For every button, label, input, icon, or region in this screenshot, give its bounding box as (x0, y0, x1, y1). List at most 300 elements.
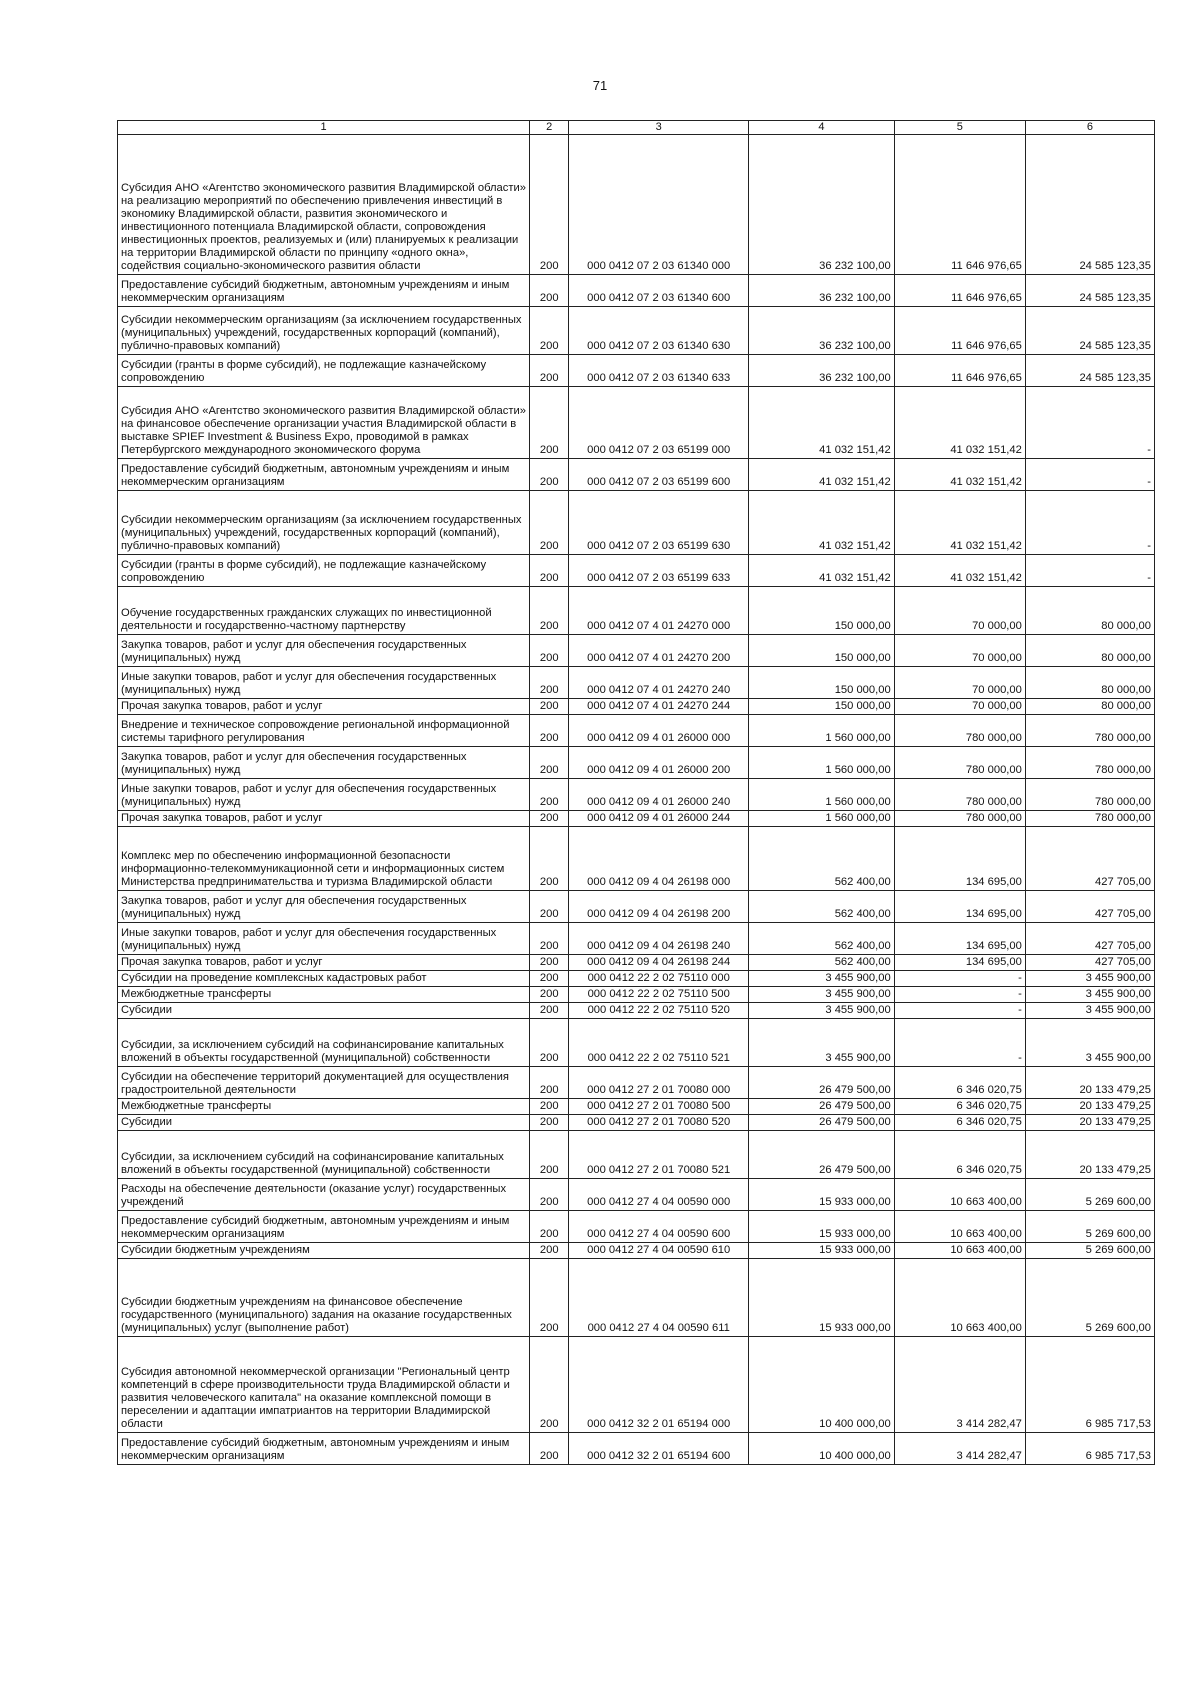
row-value-col5 (894, 555, 1025, 587)
row-value-col4 (749, 1067, 895, 1099)
row-admin-code-text: 200 (539, 292, 559, 304)
row-value-col5-text: 10 663 400,00 (950, 1228, 1022, 1240)
row-value-col4 (749, 811, 895, 827)
row-name-text: Расходы на обеспечение деятельности (оказание услуг) государственных учреждений (121, 1183, 507, 1208)
row-value-col4-text: 15 933 000,00 (819, 1322, 891, 1334)
row-value-col4-text: 1 560 000,00 (825, 764, 891, 776)
row-value-col5-text: 41 032 151,42 (950, 540, 1022, 552)
row-value-col5-text: 780 000,00 (965, 732, 1022, 744)
row-name-text: Иные закупки товаров, работ и услуг для обеспечения государственных (муниципальных) нужд (121, 671, 497, 696)
table-header-row (118, 121, 1155, 135)
row-name (118, 135, 530, 275)
row-value-col4 (749, 1115, 895, 1131)
row-value-col5-text: 11 646 976,65 (951, 340, 1022, 352)
row-name-text: Прочая закупка товаров, работ и услуг (121, 812, 323, 824)
row-admin-code (530, 1003, 569, 1019)
row-value-col5-text: 70 000,00 (972, 700, 1022, 712)
row-value-col4 (749, 923, 895, 955)
row-value-col5-text: 10 663 400,00 (950, 1244, 1022, 1256)
table-row (118, 587, 1155, 635)
row-value-col5 (894, 1259, 1025, 1337)
row-value-col5-text: 41 032 151,42 (950, 444, 1022, 456)
row-value-col5-text: 11 646 976,65 (951, 292, 1022, 304)
row-name (118, 667, 530, 699)
row-admin-code (530, 275, 569, 307)
row-value-col6-text: - (1147, 540, 1151, 552)
row-value-col5 (894, 1179, 1025, 1211)
row-value-col4 (749, 1019, 895, 1067)
row-value-col6 (1025, 971, 1154, 987)
row-admin-code (530, 1211, 569, 1243)
row-value-col6-text: 24 585 123,35 (1079, 340, 1151, 352)
row-admin-code-text: 200 (539, 444, 559, 456)
row-value-col6 (1025, 1243, 1154, 1259)
table-row (118, 1243, 1155, 1259)
row-name-text: Субсидии (121, 1116, 172, 1128)
row-name (118, 811, 530, 827)
row-budget-code (569, 1243, 749, 1259)
row-name-text: Межбюджетные трансферты (121, 988, 272, 1000)
row-budget-code (569, 1259, 749, 1337)
row-value-col4-text: 41 032 151,42 (819, 476, 891, 488)
row-budget-code (569, 587, 749, 635)
row-value-col5 (894, 1337, 1025, 1433)
row-name (118, 715, 530, 747)
row-budget-code (569, 1131, 749, 1179)
row-value-col6-text: 20 133 479,25 (1079, 1100, 1151, 1112)
row-admin-code-text: 200 (539, 572, 559, 584)
row-name-text: Закупка товаров, работ и услуг для обеспечения государственных (муниципальных) нужд (121, 751, 467, 776)
row-value-col5-text: 70 000,00 (972, 652, 1022, 664)
row-value-col5 (894, 955, 1025, 971)
row-admin-code-text: 200 (539, 1196, 559, 1208)
row-name (118, 1243, 530, 1259)
row-value-col5 (894, 1019, 1025, 1067)
row-budget-code (569, 355, 749, 387)
row-budget-code-text: 000 0412 09 4 01 26000 000 (587, 732, 731, 744)
table-row (118, 667, 1155, 699)
row-admin-code (530, 811, 569, 827)
row-admin-code (530, 587, 569, 635)
row-value-col4 (749, 971, 895, 987)
row-admin-code-text: 200 (539, 1116, 559, 1128)
row-value-col4 (749, 955, 895, 971)
row-value-col6-text: 5 269 600,00 (1085, 1228, 1151, 1240)
row-admin-code-text: 200 (539, 1164, 559, 1176)
row-admin-code-text: 200 (539, 1084, 559, 1096)
row-name (118, 891, 530, 923)
row-budget-code-text: 000 0412 27 2 01 70080 520 (587, 1116, 731, 1128)
row-value-col6 (1025, 827, 1154, 891)
row-budget-code (569, 1067, 749, 1099)
row-name-text: Субсидия АНО «Агентство экономического развития Владимирской области» на реализацию мероприятий по обеспечению привлечения инвестиций в экономику Владимирской области, развития экономического и инвестиционного потенциала Владимирской области, сопровождения инвестиционных проектов, реализуемых и (или) планируемых к реализации на территории Владимирской области по принципу «одного окна», содействия социально-экономического развития области (121, 182, 526, 272)
row-budget-code (569, 135, 749, 275)
row-name (118, 1259, 530, 1337)
table-row (118, 355, 1155, 387)
row-value-col4-text: 26 479 500,00 (819, 1100, 891, 1112)
row-admin-code-text: 200 (539, 260, 559, 272)
row-value-col4-text: 1 560 000,00 (825, 732, 891, 744)
row-value-col6 (1025, 355, 1154, 387)
row-budget-code-text: 000 0412 27 4 04 00590 611 (587, 1322, 730, 1334)
row-value-col6 (1025, 1211, 1154, 1243)
table-row (118, 811, 1155, 827)
row-value-col4 (749, 491, 895, 555)
row-value-col6 (1025, 811, 1154, 827)
row-value-col4-text: 3 455 900,00 (825, 972, 891, 984)
row-admin-code (530, 955, 569, 971)
row-value-col5-text: 6 346 020,75 (956, 1100, 1022, 1112)
row-admin-code-text: 200 (539, 1418, 559, 1430)
table-row (118, 1259, 1155, 1337)
table-row (118, 779, 1155, 811)
row-value-col4 (749, 715, 895, 747)
row-value-col6 (1025, 747, 1154, 779)
row-value-col4 (749, 1179, 895, 1211)
row-admin-code-text: 200 (539, 972, 559, 984)
row-admin-code-text: 200 (539, 1450, 559, 1462)
row-value-col6 (1025, 1099, 1154, 1115)
row-name (118, 827, 530, 891)
row-value-col5-text: 3 414 282,47 (956, 1418, 1022, 1430)
row-value-col6-text: 24 585 123,35 (1079, 260, 1151, 272)
row-name (118, 587, 530, 635)
row-value-col4-text: 562 400,00 (834, 908, 891, 920)
row-admin-code-text: 200 (539, 1004, 559, 1016)
column-header: 6 (1025, 121, 1154, 135)
row-value-col5 (894, 1211, 1025, 1243)
row-value-col6 (1025, 635, 1154, 667)
row-value-col4-text: 15 933 000,00 (819, 1244, 891, 1256)
row-value-col6-text: 427 705,00 (1095, 908, 1151, 920)
row-value-col5 (894, 135, 1025, 275)
row-name (118, 355, 530, 387)
row-value-col5-text: 41 032 151,42 (950, 572, 1022, 584)
row-value-col6-text: 80 000,00 (1101, 652, 1151, 664)
row-name-text: Иные закупки товаров, работ и услуг для обеспечения государственных (муниципальных) нужд (121, 927, 497, 952)
row-budget-code (569, 555, 749, 587)
row-value-col5-text: 70 000,00 (972, 684, 1022, 696)
row-value-col5 (894, 1115, 1025, 1131)
row-value-col4-text: 41 032 151,42 (819, 572, 891, 584)
row-budget-code (569, 635, 749, 667)
row-value-col4-text: 562 400,00 (834, 876, 891, 888)
table-body (118, 135, 1155, 1465)
row-value-col5-text: 6 346 020,75 (956, 1164, 1022, 1176)
row-budget-code-text: 000 0412 27 2 01 70080 521 (587, 1164, 731, 1176)
table-row (118, 1211, 1155, 1243)
row-value-col6-text: 3 455 900,00 (1085, 972, 1151, 984)
row-value-col4 (749, 1243, 895, 1259)
row-value-col6-text: 6 985 717,53 (1085, 1418, 1151, 1430)
row-budget-code-text: 000 0412 07 4 01 24270 000 (587, 620, 731, 632)
row-name-text: Прочая закупка товаров, работ и услуг (121, 956, 323, 968)
row-name-text: Внедрение и техническое сопровождение региональной информационной системы тарифного регулирования (121, 719, 510, 744)
column-header: 1 (118, 121, 530, 135)
row-value-col6 (1025, 459, 1154, 491)
row-budget-code (569, 779, 749, 811)
row-name-text: Субсидии на проведение комплексных кадастровых работ (121, 972, 427, 984)
row-name (118, 1099, 530, 1115)
row-admin-code-text: 200 (539, 684, 559, 696)
row-value-col6-text: - (1147, 476, 1151, 488)
row-value-col5-text: 70 000,00 (972, 620, 1022, 632)
row-value-col5 (894, 715, 1025, 747)
row-value-col4 (749, 307, 895, 355)
table-row (118, 1131, 1155, 1179)
row-value-col5 (894, 1243, 1025, 1259)
row-name (118, 635, 530, 667)
column-header: 3 (569, 121, 749, 135)
row-name (118, 307, 530, 355)
row-admin-code (530, 555, 569, 587)
row-value-col6 (1025, 1067, 1154, 1099)
row-admin-code-text: 200 (539, 540, 559, 552)
table-row (118, 747, 1155, 779)
table-row (118, 1099, 1155, 1115)
row-budget-code-text: 000 0412 22 2 02 75110 500 (587, 988, 730, 1000)
row-value-col6 (1025, 1259, 1154, 1337)
row-name (118, 555, 530, 587)
row-value-col6 (1025, 275, 1154, 307)
row-value-col4-text: 3 455 900,00 (825, 988, 891, 1000)
row-name (118, 987, 530, 1003)
table-row (118, 971, 1155, 987)
row-value-col5 (894, 699, 1025, 715)
row-value-col5-text: 134 695,00 (965, 908, 1022, 920)
row-name-text: Субсидии (121, 1004, 172, 1016)
row-value-col6 (1025, 699, 1154, 715)
row-budget-code (569, 1179, 749, 1211)
row-value-col5 (894, 779, 1025, 811)
row-value-col5-text: 134 695,00 (965, 956, 1022, 968)
row-admin-code (530, 387, 569, 459)
row-budget-code-text: 000 0412 27 4 04 00590 610 (587, 1244, 731, 1256)
row-value-col5-text: 10 663 400,00 (950, 1196, 1022, 1208)
row-value-col4 (749, 459, 895, 491)
row-value-col6-text: 5 269 600,00 (1085, 1196, 1151, 1208)
row-admin-code-text: 200 (539, 732, 559, 744)
row-budget-code-text: 000 0412 27 4 04 00590 600 (587, 1228, 731, 1240)
row-budget-code-text: 000 0412 07 2 03 65199 630 (587, 540, 731, 552)
row-budget-code (569, 811, 749, 827)
row-value-col4 (749, 275, 895, 307)
row-admin-code (530, 135, 569, 275)
row-value-col4 (749, 635, 895, 667)
row-value-col4-text: 15 933 000,00 (819, 1228, 891, 1240)
row-value-col6-text: 3 455 900,00 (1085, 1052, 1151, 1064)
row-admin-code-text: 200 (539, 1100, 559, 1112)
row-budget-code-text: 000 0412 32 2 01 65194 000 (587, 1418, 731, 1430)
row-admin-code-text: 200 (539, 812, 559, 824)
table-row (118, 387, 1155, 459)
row-budget-code-text: 000 0412 07 4 01 24270 244 (587, 700, 731, 712)
row-admin-code (530, 987, 569, 1003)
row-admin-code-text: 200 (539, 940, 559, 952)
row-name-text: Субсидии (гранты в форме субсидий), не подлежащие казначейскому сопровождению (121, 359, 487, 384)
row-value-col6-text: 780 000,00 (1095, 764, 1151, 776)
row-value-col6 (1025, 1003, 1154, 1019)
table-row (118, 923, 1155, 955)
row-value-col4-text: 562 400,00 (834, 956, 891, 968)
row-value-col6 (1025, 1019, 1154, 1067)
row-name-text: Предоставление субсидий бюджетным, автономным учреждениям и иным некоммерческим организациям (121, 1215, 510, 1240)
row-admin-code (530, 779, 569, 811)
row-name-text: Субсидии (гранты в форме субсидий), не подлежащие казначейскому сопровождению (121, 559, 487, 584)
row-value-col4 (749, 1131, 895, 1179)
row-name (118, 747, 530, 779)
row-name (118, 1179, 530, 1211)
row-value-col4-text: 26 479 500,00 (819, 1084, 891, 1096)
row-value-col6 (1025, 555, 1154, 587)
row-budget-code-text: 000 0412 07 2 03 61340 000 (587, 260, 731, 272)
row-value-col5 (894, 667, 1025, 699)
table-row (118, 275, 1155, 307)
row-name (118, 955, 530, 971)
row-admin-code (530, 971, 569, 987)
row-value-col6-text: - (1147, 572, 1151, 584)
row-admin-code (530, 459, 569, 491)
row-name-text: Субсидии, за исключением субсидий на софинансирование капитальных вложений в объекты государственной (муниципальной) собственности (121, 1039, 504, 1064)
row-admin-code-text: 200 (539, 700, 559, 712)
row-value-col5 (894, 891, 1025, 923)
row-admin-code (530, 699, 569, 715)
table-row (118, 955, 1155, 971)
row-admin-code (530, 827, 569, 891)
row-value-col5-text: 780 000,00 (965, 764, 1022, 776)
row-name-text: Субсидии некоммерческим организациям (за исключением государственных (муниципальных) учреждений, государственных корпораций (компаний), публично-правовых компаний) (121, 514, 522, 552)
row-budget-code-text: 000 0412 32 2 01 65194 600 (587, 1450, 731, 1462)
row-value-col4 (749, 355, 895, 387)
row-budget-code-text: 000 0412 07 4 01 24270 240 (587, 684, 731, 696)
row-value-col6-text: 3 455 900,00 (1085, 988, 1151, 1000)
row-admin-code-text: 200 (539, 1228, 559, 1240)
row-name-text: Субсидии бюджетным учреждениям (121, 1244, 310, 1256)
row-name (118, 779, 530, 811)
row-value-col4-text: 15 933 000,00 (819, 1196, 891, 1208)
row-admin-code-text: 200 (539, 1322, 559, 1334)
row-name (118, 387, 530, 459)
table-row (118, 135, 1155, 275)
row-admin-code (530, 923, 569, 955)
table-row (118, 459, 1155, 491)
row-value-col4 (749, 891, 895, 923)
row-value-col5-text: 780 000,00 (965, 812, 1022, 824)
row-value-col4-text: 1 560 000,00 (825, 796, 891, 808)
row-value-col5 (894, 387, 1025, 459)
row-admin-code (530, 1433, 569, 1465)
row-budget-code (569, 307, 749, 355)
row-name (118, 1067, 530, 1099)
column-header: 4 (749, 121, 895, 135)
row-value-col5-text: 10 663 400,00 (950, 1322, 1022, 1334)
row-value-col4-text: 1 560 000,00 (825, 812, 891, 824)
row-name-text: Прочая закупка товаров, работ и услуг (121, 700, 323, 712)
row-admin-code-text: 200 (539, 764, 559, 776)
row-value-col6 (1025, 987, 1154, 1003)
row-value-col4 (749, 1211, 895, 1243)
row-value-col4-text: 26 479 500,00 (819, 1116, 891, 1128)
row-value-col5-text: 134 695,00 (965, 940, 1022, 952)
row-value-col5 (894, 811, 1025, 827)
row-budget-code (569, 1099, 749, 1115)
row-value-col6-text: 80 000,00 (1101, 684, 1151, 696)
row-value-col5-text: 780 000,00 (965, 796, 1022, 808)
table-row (118, 1433, 1155, 1465)
row-value-col6 (1025, 1115, 1154, 1131)
row-name-text: Субсидия АНО «Агентство экономического развития Владимирской области» на финансовое обеспечение организации участия Владимирской области в выставке SPIEF Investment & Business Expo, проводимой в рамках Петербургского международного экономического форума (121, 405, 526, 456)
row-budget-code (569, 491, 749, 555)
row-value-col5 (894, 491, 1025, 555)
row-value-col6-text: 3 455 900,00 (1085, 1004, 1151, 1016)
row-budget-code (569, 971, 749, 987)
row-name (118, 1131, 530, 1179)
row-budget-code (569, 1211, 749, 1243)
table-row (118, 307, 1155, 355)
row-value-col4 (749, 827, 895, 891)
budget-table (117, 120, 1155, 1465)
row-value-col6-text: 427 705,00 (1095, 876, 1151, 888)
row-budget-code-text: 000 0412 07 2 03 61340 600 (587, 292, 731, 304)
row-value-col5-text: 134 695,00 (965, 876, 1022, 888)
row-name (118, 1433, 530, 1465)
table-row (118, 987, 1155, 1003)
row-value-col4-text: 3 455 900,00 (825, 1004, 891, 1016)
row-admin-code-text: 200 (539, 988, 559, 1000)
row-value-col5-text: - (1018, 1004, 1022, 1016)
row-admin-code (530, 1337, 569, 1433)
table-row (118, 699, 1155, 715)
row-value-col6 (1025, 307, 1154, 355)
row-name-text: Субсидии бюджетным учреждениям на финансовое обеспечение государственного (муниципального) задания на оказание государственных (муниципальных) услуг (выполнение работ) (121, 1296, 512, 1334)
row-value-col5 (894, 307, 1025, 355)
row-name (118, 1337, 530, 1433)
table-row (118, 1067, 1155, 1099)
row-value-col4 (749, 587, 895, 635)
row-value-col5-text: - (1018, 1052, 1022, 1064)
row-value-col6-text: 20 133 479,25 (1079, 1116, 1151, 1128)
row-value-col4 (749, 555, 895, 587)
row-budget-code (569, 1003, 749, 1019)
row-budget-code-text: 000 0412 07 2 03 65199 633 (587, 572, 731, 584)
table-row (118, 1115, 1155, 1131)
row-admin-code-text: 200 (539, 876, 559, 888)
row-budget-code-text: 000 0412 27 4 04 00590 000 (587, 1196, 731, 1208)
row-budget-code-text: 000 0412 07 2 03 65199 000 (587, 444, 731, 456)
row-budget-code-text: 000 0412 07 4 01 24270 200 (587, 652, 731, 664)
row-value-col6 (1025, 779, 1154, 811)
row-name-text: Закупка товаров, работ и услуг для обеспечения государственных (муниципальных) нужд (121, 639, 467, 664)
table-row (118, 1019, 1155, 1067)
row-value-col4 (749, 779, 895, 811)
row-budget-code-text: 000 0412 07 2 03 61340 633 (587, 372, 731, 384)
row-admin-code-text: 200 (539, 908, 559, 920)
row-name-text: Субсидии на обеспечение территорий документацией для осуществления градостроительной деятельности (121, 1071, 509, 1096)
row-value-col6-text: 427 705,00 (1095, 956, 1151, 968)
row-budget-code-text: 000 0412 27 2 01 70080 000 (587, 1084, 731, 1096)
row-value-col4 (749, 699, 895, 715)
table-row (118, 827, 1155, 891)
row-value-col5-text: 11 646 976,65 (951, 372, 1022, 384)
row-admin-code (530, 1179, 569, 1211)
row-value-col6-text: 780 000,00 (1095, 732, 1151, 744)
row-admin-code (530, 635, 569, 667)
row-admin-code-text: 200 (539, 956, 559, 968)
row-budget-code (569, 715, 749, 747)
row-budget-code (569, 891, 749, 923)
row-value-col6 (1025, 1179, 1154, 1211)
row-name-text: Субсидии, за исключением субсидий на софинансирование капитальных вложений в объекты государственной (муниципальной) собственности (121, 1151, 504, 1176)
